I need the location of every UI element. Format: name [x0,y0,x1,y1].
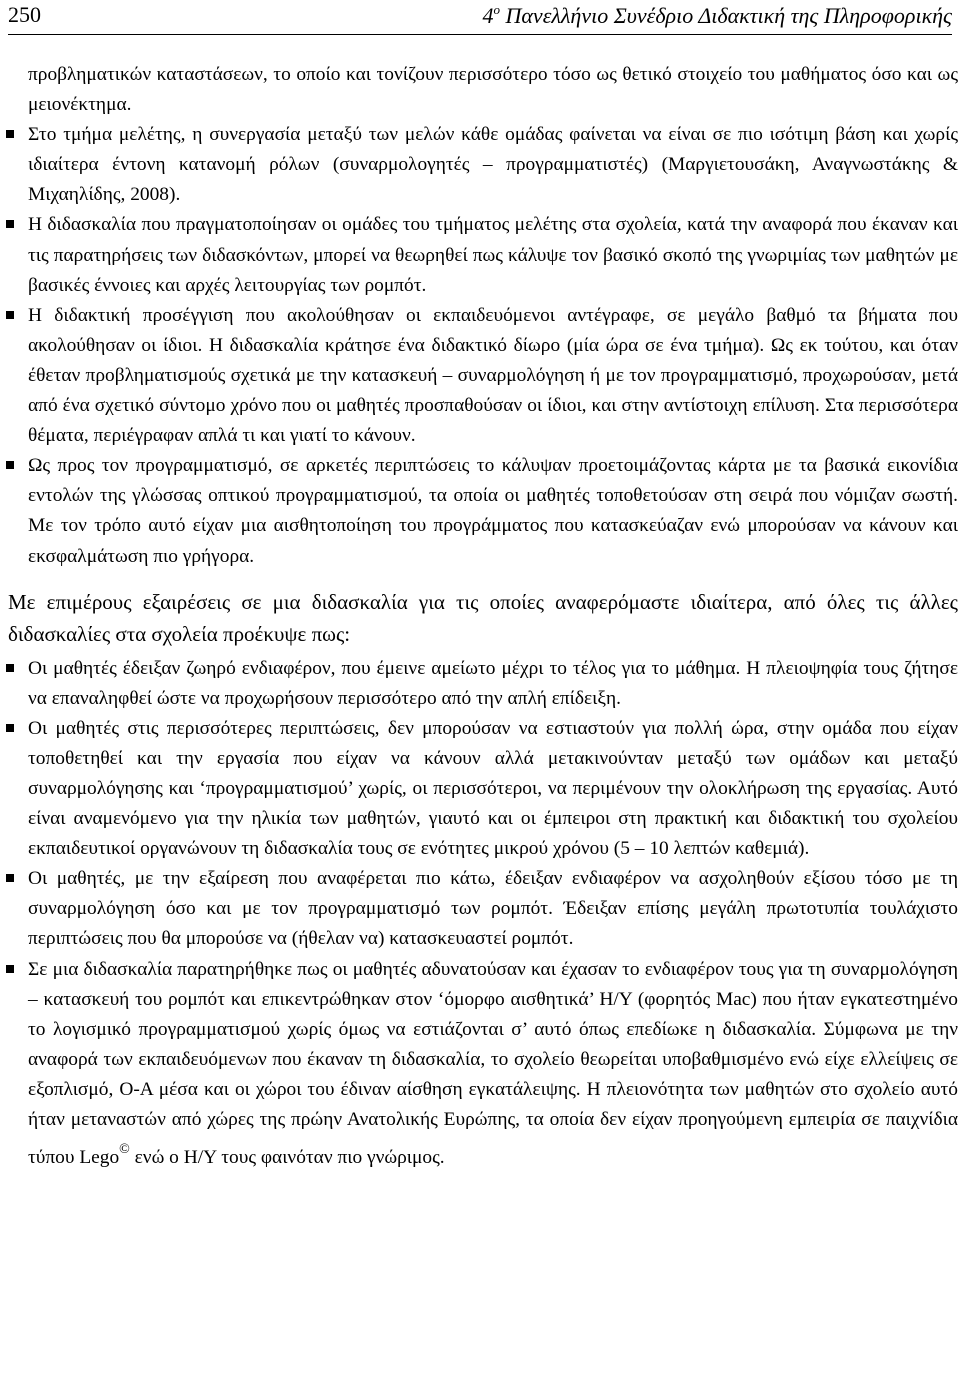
list-item-text: Στο τμήμα μελέτης, η συνεργασία μεταξύ των μελών κάθε ομάδας φαίνεται να είναι σε πιο ισότιμη βάση και χωρίς ιδιαίτερα έντονη κατανομή ρόλων (συναρμολογητές – προγραμματιστές) (Μαργιετουσάκη, Αναγνωστάκης & Μιχαηλίδης, 2008). [28,124,958,206]
list-item-text: Σε μια διδασκαλία παρατηρήθηκε πως οι μαθητές αδυνατούσαν και έχασαν το ενδιαφέρον τους για τη συναρμολόγηση – κατασκευή του ρομπότ και επικεντρώθηκαν στον ‘όμορφο αισθητικά’ Η/Υ (φορητός Mac) που ήταν εγκατεστημένο το λογισμικό προγραμματισμού χωρίς όμως να εστιάζονται σ’ αυτό όπως επεδίωκε η διδασκαλία. Σύμφωνα με την αναφορά των εκπαιδευόμενων που έκαναν τη διδασκαλία, το σχολείο θεωρείται υποβαθμισμένο ενώ είχε ελλείψεις σε εξοπλισμό, Ο-Α μέσα και οι χώροι του έδιναν αίσθηση εγκατάλειψης. Η πλειονότητα των μαθητών στο σχολείο αυτό ήταν μεταναστών από χώρες της πρώην Ανατολικής Ευρώπης, τα οποία δεν είχαν προηγούμενη εμπειρία σε παιχνίδια τύπου Lego [28,958,958,1169]
bullet-list-b [28,654,958,1174]
title-prefix: 4 [482,3,494,28]
page-number: 250 [8,2,41,27]
conference-title [483,2,953,29]
list-item-text-tail: ενώ ο Η/Υ τους φαινόταν πιο γνώριμος. [129,1147,445,1169]
list-item-text: Οι μαθητές, με την εξαίρεση που αναφέρεται πιο κάτω, έδειξαν ενδιαφέρον να ασχοληθούν εξίσου τόσο με τη συναρμολόγηση όσο και με τον προγραμματισμό των ρομπότ. Έδειξαν επίσης μεγάλη πρωτοτυπία τουλάχιστο περιπτώσεις που θα μπορούσε να (ήθελαν να) κατασκευαστεί ρομπότ. [28,868,958,950]
continuation-paragraph: προβληματικών καταστάσεων, το οποίο και τονίζουν περισσότερο τόσο ως θετικό στοιχείο του μαθήματος όσο και ως μειονέκτημα. [28,64,958,116]
list-item-text: Οι μαθητές έδειξαν ζωηρό ενδιαφέρον, που έμεινε αμείωτο μέχρι το τέλος για το μάθημα. Η πλειοψηφία τους ζήτησε να επαναληφθεί ώστε να προχωρήσουν περισσότερο από την απλή επίδειξη. [28,657,958,709]
bullet-square-icon [6,461,14,469]
page-header [8,0,952,35]
bullet-square-icon [6,724,14,732]
list-item-text: Η διδακτική προσέγγιση που ακολούθησαν οι εκπαιδευόμενοι αντέγραφε, σε μεγάλο βαθμό τα βήματα που ακολούθησαν οι ίδιοι. Η διδασκαλία κράτησε ένα διδακτικό δίωρο (μία ώρα σε ένα τμήμα). Ως εκ τούτου, και όταν έθεταν προβληματισμούς σχετικά με την κατασκευή – συναρμολόγηση ή με τον προγραμματισμό, προχωρούσαν, μετά από ένα σχετικό σύντομο χρόνο που οι μαθητές προσπαθούσαν οι ίδιοι, και στην αντίστοιχη επίλυση. Στα περισσότερα θέματα, περιέγραφαν απλά τι και γιατί το κάνουν. [28,304,958,447]
bullet-square-icon [6,664,14,672]
bullet-square-icon [6,220,14,228]
bullet-square-icon [6,965,14,973]
list-item [28,451,958,571]
list-item [28,120,958,210]
list-item [28,301,958,451]
list-item-text: Η διδασκαλία που πραγματοποίησαν οι ομάδες του τμήματος μελέτης στα σχολεία, κατά την αναφορά που έκαναν και τις παρατηρήσεις των διδασκόντων, μπορεί να θεωρηθεί πως κάλυψε τον βασικό σκοπό της γνωριμίας των μαθητών με βασικές έννοιες και αρχές λειτουργίας των ρομπότ. [28,214,958,296]
bullet-square-icon [6,130,14,138]
list-item [28,955,958,1174]
bullet-square-icon [6,874,14,882]
page-body [8,60,958,1173]
title-rest: Πανελλήνιο Συνέδριο Διδακτική της Πληροφορικής [500,3,952,28]
copyright-mark: © [119,1142,130,1158]
bullet-square-icon [6,311,14,319]
body-paragraph: Με επιμέρους εξαιρέσεις σε μια διδασκαλία για τις οποίες αναφερόμαστε ιδιαίτερα, από όλες τις άλλες διδασκαλίες στα σχολεία προέκυψε πως: [8,589,958,646]
list-item [28,714,958,864]
list-item [28,654,958,714]
bullet-list-a [28,120,958,571]
list-item [28,864,958,954]
list-item [28,210,958,300]
title-superscript: ο [493,2,500,17]
list-item-text: Οι μαθητές στις περισσότερες περιπτώσεις, δεν μπορούσαν να εστιαστούν για πολλή ώρα, στην ομάδα που είχαν τοποθετηθεί και την εργασία που είχαν να κάνουν αλλά μετακινούνταν μεταξύ των ομάδων και μεταξύ συναρμολόγησης και ‘προγραμματισμού’ χωρίς, οι περισσότεροι, να περιμένουν την ολοκλήρωση της εργασίας. Αυτό είναι αναμενόμενο για την ηλικία των μαθητών, γιαυτό και οι έμπειροι στη πρακτική και διδακτική του σχολείου εκπαιδευτικοί οργανώνουν τη διδασκαλία τους σε ενότητες μικρού χρόνου (5 – 10 λεπτών καθεμιά). [28,717,958,860]
list-item-text: Ως προς τον προγραμματισμό, σε αρκετές περιπτώσεις το κάλυψαν προετοιμάζοντας κάρτα με τα βασικά εικονίδια εντολών της γλώσσας οπτικού προγραμματισμού, τα οποία οι μαθητές τοποθετούσαν στη σειρά που νόμιζαν σωστή. Με τον τρόπο αυτό είχαν μια αισθητοποίηση του προγράμματος που κατασκεύαζαν ενώ μπορούσαν να κάνουν και εκσφαλμάτωση πιο γρήγορα. [28,455,958,567]
